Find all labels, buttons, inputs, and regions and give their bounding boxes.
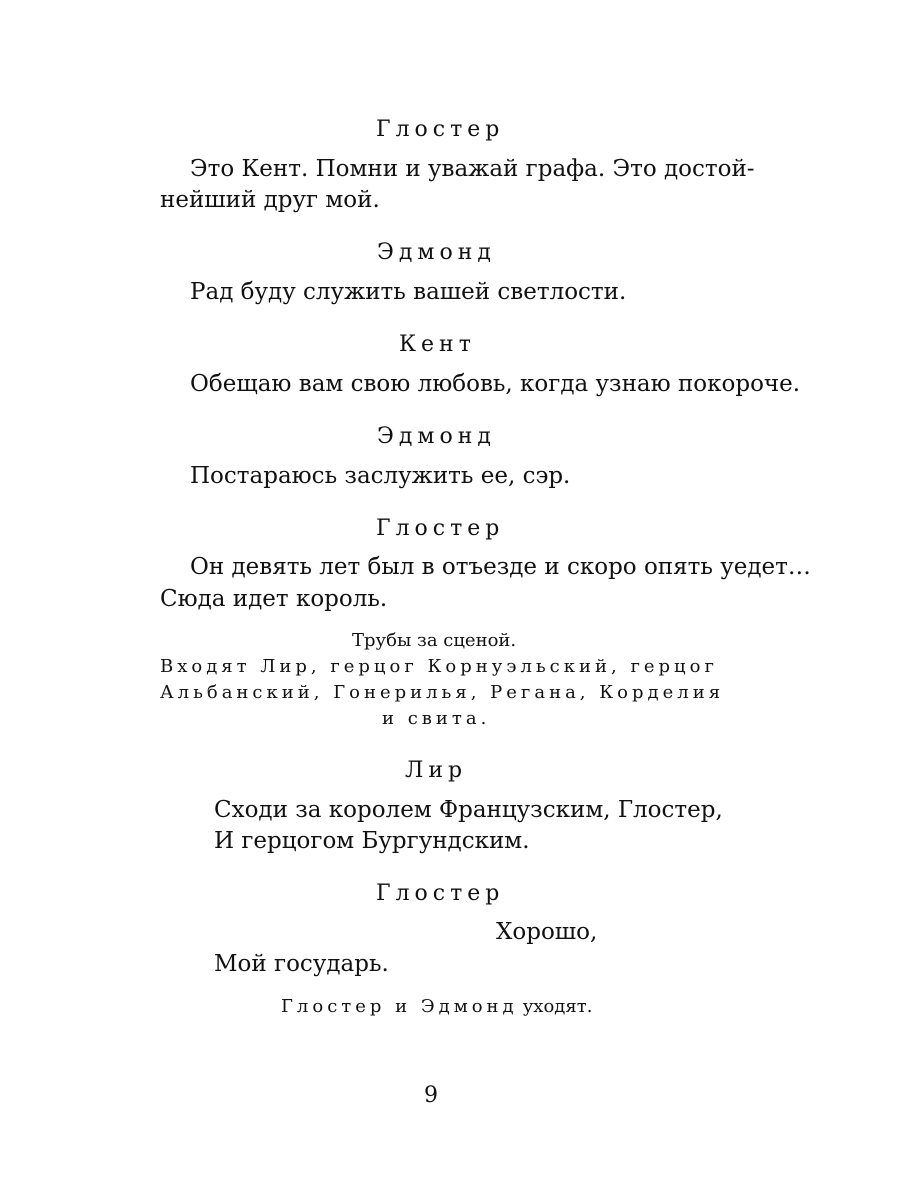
speaker-kent: Кент: [399, 332, 476, 357]
verse-line: И герцогом Бургундским.: [214, 828, 530, 854]
dialogue-line: нейший друг мой.: [160, 187, 380, 213]
dialogue-line: Обещаю вам свою любовь, когда узнаю покороче.: [190, 371, 801, 397]
exit-names: Глостер и Эдмонд: [281, 996, 518, 1017]
speaker-lear: Лир: [405, 758, 468, 783]
page-number: 9: [424, 1083, 438, 1108]
stage-direction: Входят Лир, герцог Корнуэльский, герцог: [160, 656, 718, 677]
verse-line: Сходи за королем Французским, Глостер,: [214, 797, 723, 823]
verse-line: Мой государь.: [214, 951, 389, 977]
speaker-gloster: Глостер: [376, 516, 505, 541]
verse-line: Хорошо,: [496, 919, 598, 945]
dialogue-line: Он девять лет был в отъезде и скоро опять уедет…: [190, 554, 811, 580]
stage-direction: и свита.: [382, 708, 491, 729]
speaker-gloster: Глостер: [376, 881, 505, 906]
stage-direction-exit: [281, 996, 592, 1017]
speaker-gloster: Глостер: [376, 117, 505, 142]
exit-verb: уходят.: [522, 996, 593, 1017]
dialogue-line: Рад буду служить вашей светлости.: [190, 279, 627, 305]
dialogue-line: Сюда идет король.: [160, 586, 388, 612]
dialogue-line: Постараюсь заслужить ее, сэр.: [190, 463, 571, 489]
stage-direction: Альбанский, Гонерилья, Регана, Корделия: [160, 682, 725, 703]
speaker-edmond: Эдмонд: [377, 240, 496, 265]
speaker-edmond: Эдмонд: [377, 424, 496, 449]
stage-direction: Трубы за сценой.: [352, 630, 517, 651]
dialogue-line: Это Кент. Помни и уважай графа. Это достой-: [190, 156, 755, 182]
